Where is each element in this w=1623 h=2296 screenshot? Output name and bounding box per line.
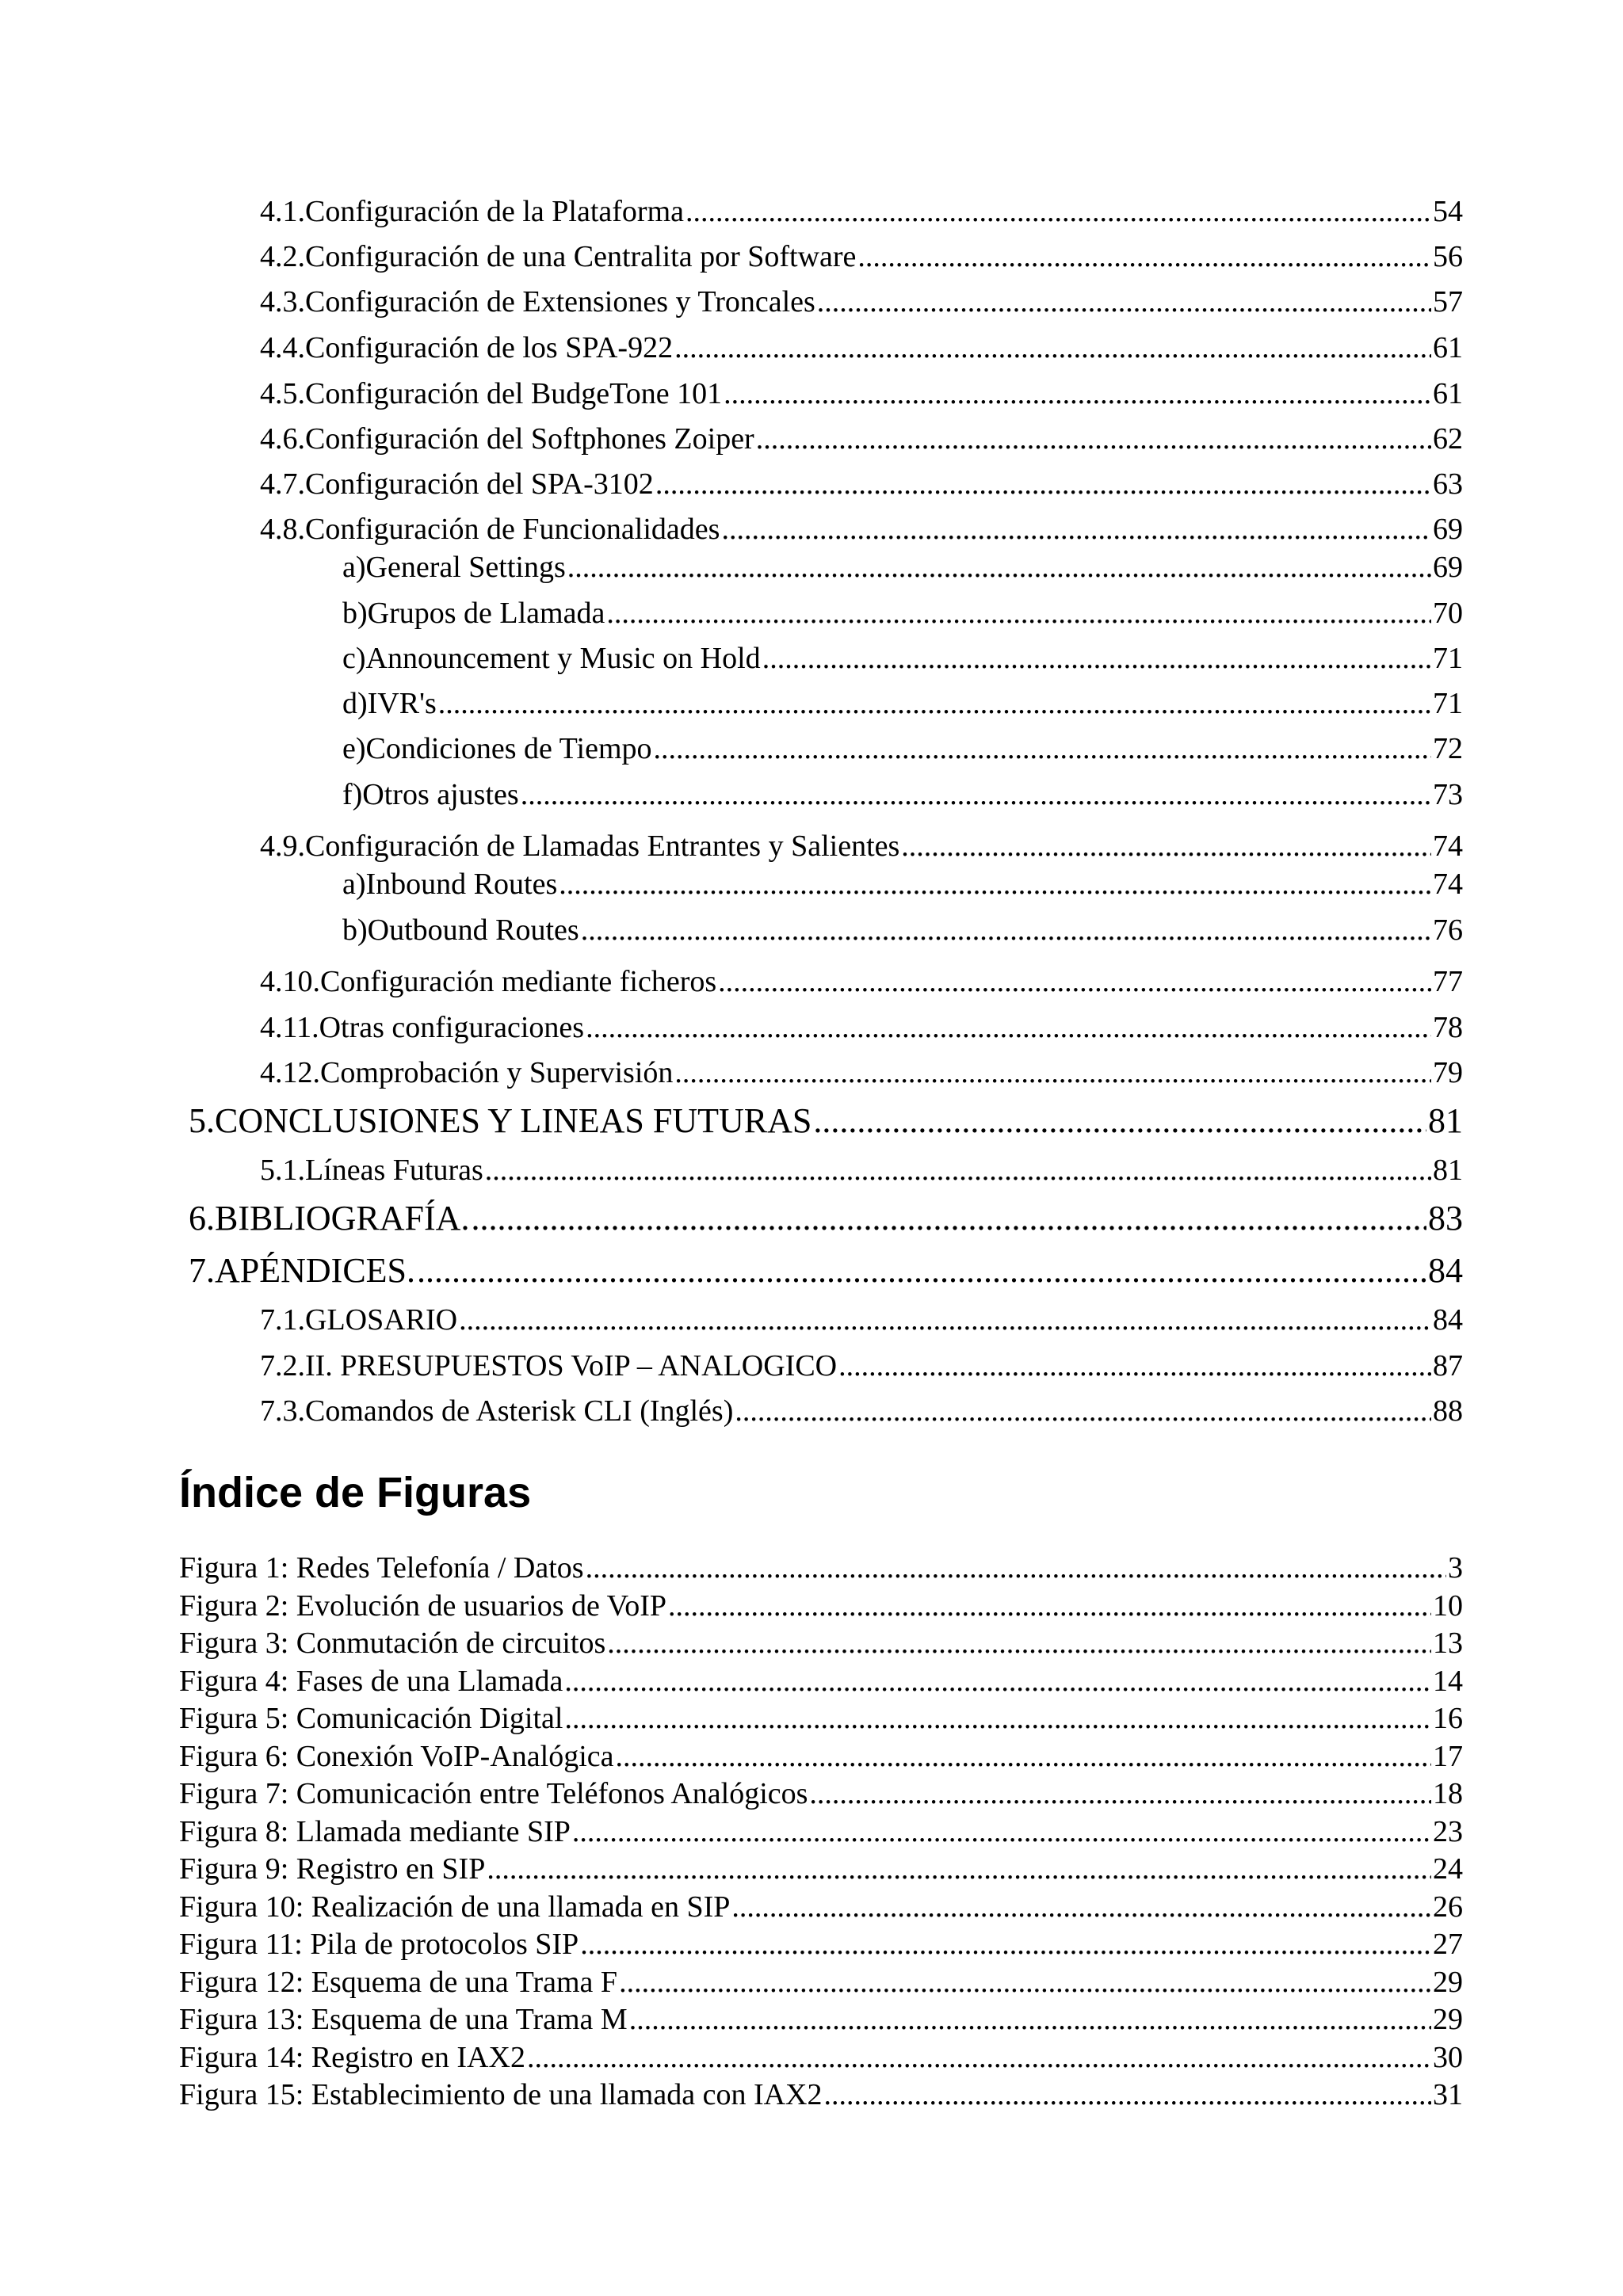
- toc-entry-label: 7.3.Comandos de Asterisk CLI (Inglés): [260, 1394, 734, 1428]
- dot-leader: [813, 1101, 1426, 1142]
- figure-entry[interactable]: [179, 1551, 1463, 1586]
- figure-entry-page-number: 31: [1433, 2078, 1463, 2111]
- dot-leader: [521, 778, 1431, 813]
- toc-entry[interactable]: [260, 830, 1463, 864]
- figure-entry-page-number: 14: [1433, 1664, 1463, 1698]
- dot-leader: [654, 732, 1431, 767]
- toc-entry[interactable]: [260, 195, 1463, 230]
- toc-entry[interactable]: [342, 642, 1463, 677]
- dot-leader: [564, 1665, 1431, 1699]
- dot-leader: [756, 422, 1431, 457]
- toc-entry-page-number: 61: [1433, 331, 1463, 364]
- figure-entry[interactable]: [179, 1852, 1463, 1887]
- toc-entry-page-number: 77: [1433, 965, 1463, 998]
- figure-entry-label: Figura 4: Fases de una Llamada: [179, 1664, 563, 1698]
- figure-entry-label: Figura 14: Registro en IAX2: [179, 2040, 525, 2074]
- toc-entry-label: 4.12.Comprobación y Supervisión: [260, 1056, 674, 1089]
- dot-leader: [857, 240, 1431, 275]
- toc-entry-page-number: 78: [1433, 1011, 1463, 1044]
- toc-entry-page-number: 87: [1433, 1349, 1463, 1383]
- toc-entry-page-number: 76: [1433, 913, 1463, 947]
- toc-entry-page-number: 84: [1433, 1303, 1463, 1337]
- figure-entry-page-number: 18: [1433, 1777, 1463, 1810]
- figure-entry-label: Figura 5: Comunicación Digital: [179, 1702, 563, 1735]
- toc-entry[interactable]: [342, 778, 1463, 813]
- dot-leader: [629, 2003, 1431, 2038]
- toc-entry-page-number: 69: [1433, 513, 1463, 546]
- dot-leader: [580, 1928, 1431, 1962]
- figure-entry[interactable]: [179, 1740, 1463, 1775]
- dot-leader: [655, 467, 1431, 502]
- toc-entry-label: 7.APÉNDICES.: [189, 1251, 416, 1290]
- figure-entry-page-number: 17: [1433, 1739, 1463, 1773]
- toc-entry-label: 5.CONCLUSIONES Y LINEAS FUTURAS: [189, 1101, 812, 1140]
- toc-entry-page-number: 70: [1433, 597, 1463, 630]
- dot-leader: [674, 331, 1431, 366]
- toc-entry-page-number: 69: [1433, 551, 1463, 584]
- toc-entry-label: 4.9.Configuración de Llamadas Entrantes y Salientes: [260, 830, 900, 863]
- figure-entry-page-number: 24: [1433, 1852, 1463, 1886]
- toc-entry-label: 7.2.II. PRESUPUESTOS VoIP – ANALOGICO: [260, 1349, 838, 1383]
- toc-entry-label: 4.10.Configuración mediante ficheros: [260, 965, 717, 998]
- figure-entry[interactable]: [179, 1627, 1463, 1661]
- toc-entry[interactable]: [260, 513, 1463, 547]
- dot-leader: [459, 1303, 1431, 1338]
- toc-entry[interactable]: [260, 1154, 1463, 1188]
- toc-entry-page-number: 61: [1433, 377, 1463, 410]
- dot-leader: [901, 830, 1431, 864]
- toc-entry-label: 7.1.GLOSARIO: [260, 1303, 458, 1337]
- figure-entry[interactable]: [179, 1589, 1463, 1624]
- toc-entry-label: 4.2.Configuración de una Centralita por Software: [260, 240, 857, 273]
- figures-index-heading: Índice de Figuras: [179, 1469, 532, 1516]
- toc-entry-label: 4.5.Configuración del BudgeTone 101: [260, 377, 723, 410]
- figure-entry-label: Figura 2: Evolución de usuarios de VoIP: [179, 1589, 666, 1623]
- dot-leader: [417, 1251, 1426, 1291]
- figure-entry-label: Figura 13: Esquema de una Trama M: [179, 2003, 628, 2036]
- figure-entry-label: Figura 6: Conexión VoIP-Analógica: [179, 1739, 614, 1773]
- dot-leader: [485, 1154, 1431, 1188]
- dot-leader: [619, 1966, 1431, 2000]
- figure-entry[interactable]: [179, 2041, 1463, 2076]
- figure-entry[interactable]: [179, 2078, 1463, 2113]
- toc-entry-label: 4.6.Configuración del Softphones Zoiper: [260, 422, 754, 456]
- dot-leader: [438, 687, 1431, 722]
- toc-entry-label: b)Grupos de Llamada: [342, 597, 605, 630]
- dot-leader: [586, 1011, 1431, 1046]
- toc-entry[interactable]: [342, 732, 1463, 767]
- toc-entry-page-number: 63: [1433, 467, 1463, 501]
- figure-entry-page-number: 27: [1433, 1928, 1463, 1961]
- toc-entry[interactable]: [260, 331, 1463, 366]
- toc-entry-page-number: 56: [1433, 240, 1463, 273]
- dot-leader: [487, 1852, 1431, 1887]
- toc-entry[interactable]: [260, 1349, 1463, 1384]
- toc-entry[interactable]: [260, 1394, 1463, 1429]
- toc-entry[interactable]: [260, 1303, 1463, 1338]
- toc-entry[interactable]: [260, 965, 1463, 1000]
- dot-leader: [817, 285, 1431, 320]
- toc-entry-page-number: 88: [1433, 1394, 1463, 1428]
- dot-leader: [471, 1199, 1426, 1239]
- dot-leader: [668, 1589, 1431, 1624]
- toc-entry-label: 4.4.Configuración de los SPA-922: [260, 331, 674, 364]
- figure-entry-label: Figura 9: Registro en SIP: [179, 1852, 486, 1886]
- dot-leader: [724, 377, 1431, 412]
- figure-entry-page-number: 3: [1448, 1551, 1463, 1585]
- toc-entry[interactable]: [260, 1011, 1463, 1046]
- dot-leader: [581, 913, 1431, 948]
- dot-leader: [572, 1815, 1431, 1850]
- dot-leader: [674, 1056, 1431, 1091]
- dot-leader: [685, 195, 1431, 230]
- toc-entry[interactable]: [260, 422, 1463, 457]
- dot-leader: [527, 2041, 1431, 2076]
- toc-entry-label: a)Inbound Routes: [342, 868, 558, 901]
- figure-entry-page-number: 29: [1433, 1965, 1463, 1999]
- figure-entry-page-number: 16: [1433, 1702, 1463, 1735]
- toc-entry-label: 4.11.Otras configuraciones: [260, 1011, 585, 1044]
- toc-entry-label: b)Outbound Routes: [342, 913, 579, 947]
- toc-entry-page-number: 74: [1433, 830, 1463, 863]
- toc-entry-label: 4.7.Configuración del SPA-3102: [260, 467, 654, 501]
- toc-entry-page-number: 72: [1433, 732, 1463, 765]
- toc-entry-page-number: 71: [1433, 642, 1463, 675]
- toc-entry-label: e)Condiciones de Tiempo: [342, 732, 652, 765]
- dot-leader: [586, 1551, 1446, 1586]
- figure-entry[interactable]: [179, 1665, 1463, 1699]
- toc-entry[interactable]: [342, 687, 1463, 722]
- figure-entry-label: Figura 15: Establecimiento de una llamada con IAX2: [179, 2078, 823, 2111]
- toc-entry[interactable]: [342, 597, 1463, 631]
- toc-entry-label: d)IVR's: [342, 687, 437, 720]
- dot-leader: [838, 1349, 1431, 1384]
- dot-leader: [731, 1890, 1431, 1925]
- figure-entry-label: Figura 12: Esquema de una Trama F: [179, 1965, 618, 1999]
- toc-entry-page-number: 73: [1433, 778, 1463, 811]
- figure-entry-label: Figura 3: Conmutación de circuitos: [179, 1627, 606, 1660]
- toc-entry[interactable]: [260, 1056, 1463, 1091]
- dot-leader: [762, 642, 1431, 677]
- toc-entry-page-number: 81: [1433, 1154, 1463, 1187]
- toc-entry[interactable]: [342, 913, 1463, 948]
- toc-entry-label: a)General Settings: [342, 551, 566, 584]
- toc-entry-label: 5.1.Líneas Futuras: [260, 1154, 483, 1187]
- toc-entry-page-number: 62: [1433, 422, 1463, 456]
- figure-entry[interactable]: [179, 1815, 1463, 1850]
- toc-entry[interactable]: [260, 377, 1463, 412]
- figure-entry-label: Figura 7: Comunicación entre Teléfonos Analógicos: [179, 1777, 808, 1810]
- dot-leader: [718, 965, 1431, 1000]
- toc-entry-label: 4.8.Configuración de Funcionalidades: [260, 513, 720, 546]
- toc-entry[interactable]: [260, 467, 1463, 502]
- toc-entry[interactable]: [189, 1251, 1463, 1291]
- toc-entry-page-number: 81: [1428, 1101, 1463, 1140]
- toc-entry[interactable]: [189, 1101, 1463, 1142]
- figure-entry[interactable]: [179, 2003, 1463, 2038]
- toc-entry-label: 4.3.Configuración de Extensiones y Troncales: [260, 285, 815, 318]
- figure-entry-label: Figura 1: Redes Telefonía / Datos: [179, 1551, 584, 1585]
- figure-entry-label: Figura 11: Pila de protocolos SIP: [179, 1928, 579, 1961]
- figure-entry-page-number: 23: [1433, 1814, 1463, 1848]
- toc-entry[interactable]: [260, 240, 1463, 275]
- toc-entry-page-number: 57: [1433, 285, 1463, 318]
- toc-entry[interactable]: [189, 1199, 1463, 1239]
- dot-leader: [824, 2078, 1432, 2113]
- figure-entry-label: Figura 8: Llamada mediante SIP: [179, 1814, 571, 1848]
- toc-entry-page-number: 74: [1433, 868, 1463, 901]
- toc-entry-page-number: 71: [1433, 687, 1463, 720]
- toc-entry-page-number: 54: [1433, 195, 1463, 228]
- figure-entry[interactable]: [179, 1966, 1463, 2000]
- figure-entry-page-number: 13: [1433, 1627, 1463, 1660]
- dot-leader: [567, 551, 1431, 585]
- toc-entry[interactable]: [260, 285, 1463, 320]
- toc-entry-label: 4.1.Configuración de la Plataforma: [260, 195, 685, 228]
- dot-leader: [607, 1627, 1431, 1661]
- figure-entry[interactable]: [179, 1777, 1463, 1812]
- dot-leader: [721, 513, 1431, 547]
- dot-leader: [735, 1394, 1431, 1429]
- figure-entry-page-number: 26: [1433, 1890, 1463, 1924]
- toc-entry-label: 6.BIBLIOGRAFÍA.: [189, 1199, 470, 1238]
- figure-entry-page-number: 29: [1433, 2003, 1463, 2036]
- figure-entry[interactable]: [179, 1702, 1463, 1737]
- figure-entry-page-number: 10: [1433, 1589, 1463, 1623]
- figure-entry-label: Figura 10: Realización de una llamada en SIP: [179, 1890, 731, 1924]
- figure-entry[interactable]: [179, 1890, 1463, 1925]
- toc-entry-label: c)Announcement y Music on Hold: [342, 642, 761, 675]
- figure-entry[interactable]: [179, 1928, 1463, 1962]
- toc-entry[interactable]: [342, 551, 1463, 585]
- dot-leader: [559, 868, 1431, 902]
- dot-leader: [809, 1777, 1431, 1812]
- toc-entry-label: f)Otros ajustes: [342, 778, 519, 811]
- dot-leader: [606, 597, 1431, 631]
- figure-entry-page-number: 30: [1433, 2040, 1463, 2074]
- dot-leader: [616, 1740, 1432, 1775]
- toc-entry-page-number: 84: [1428, 1251, 1463, 1290]
- toc-entry-page-number: 79: [1433, 1056, 1463, 1089]
- dot-leader: [564, 1702, 1431, 1737]
- toc-entry-page-number: 83: [1428, 1199, 1463, 1238]
- toc-entry[interactable]: [342, 868, 1463, 902]
